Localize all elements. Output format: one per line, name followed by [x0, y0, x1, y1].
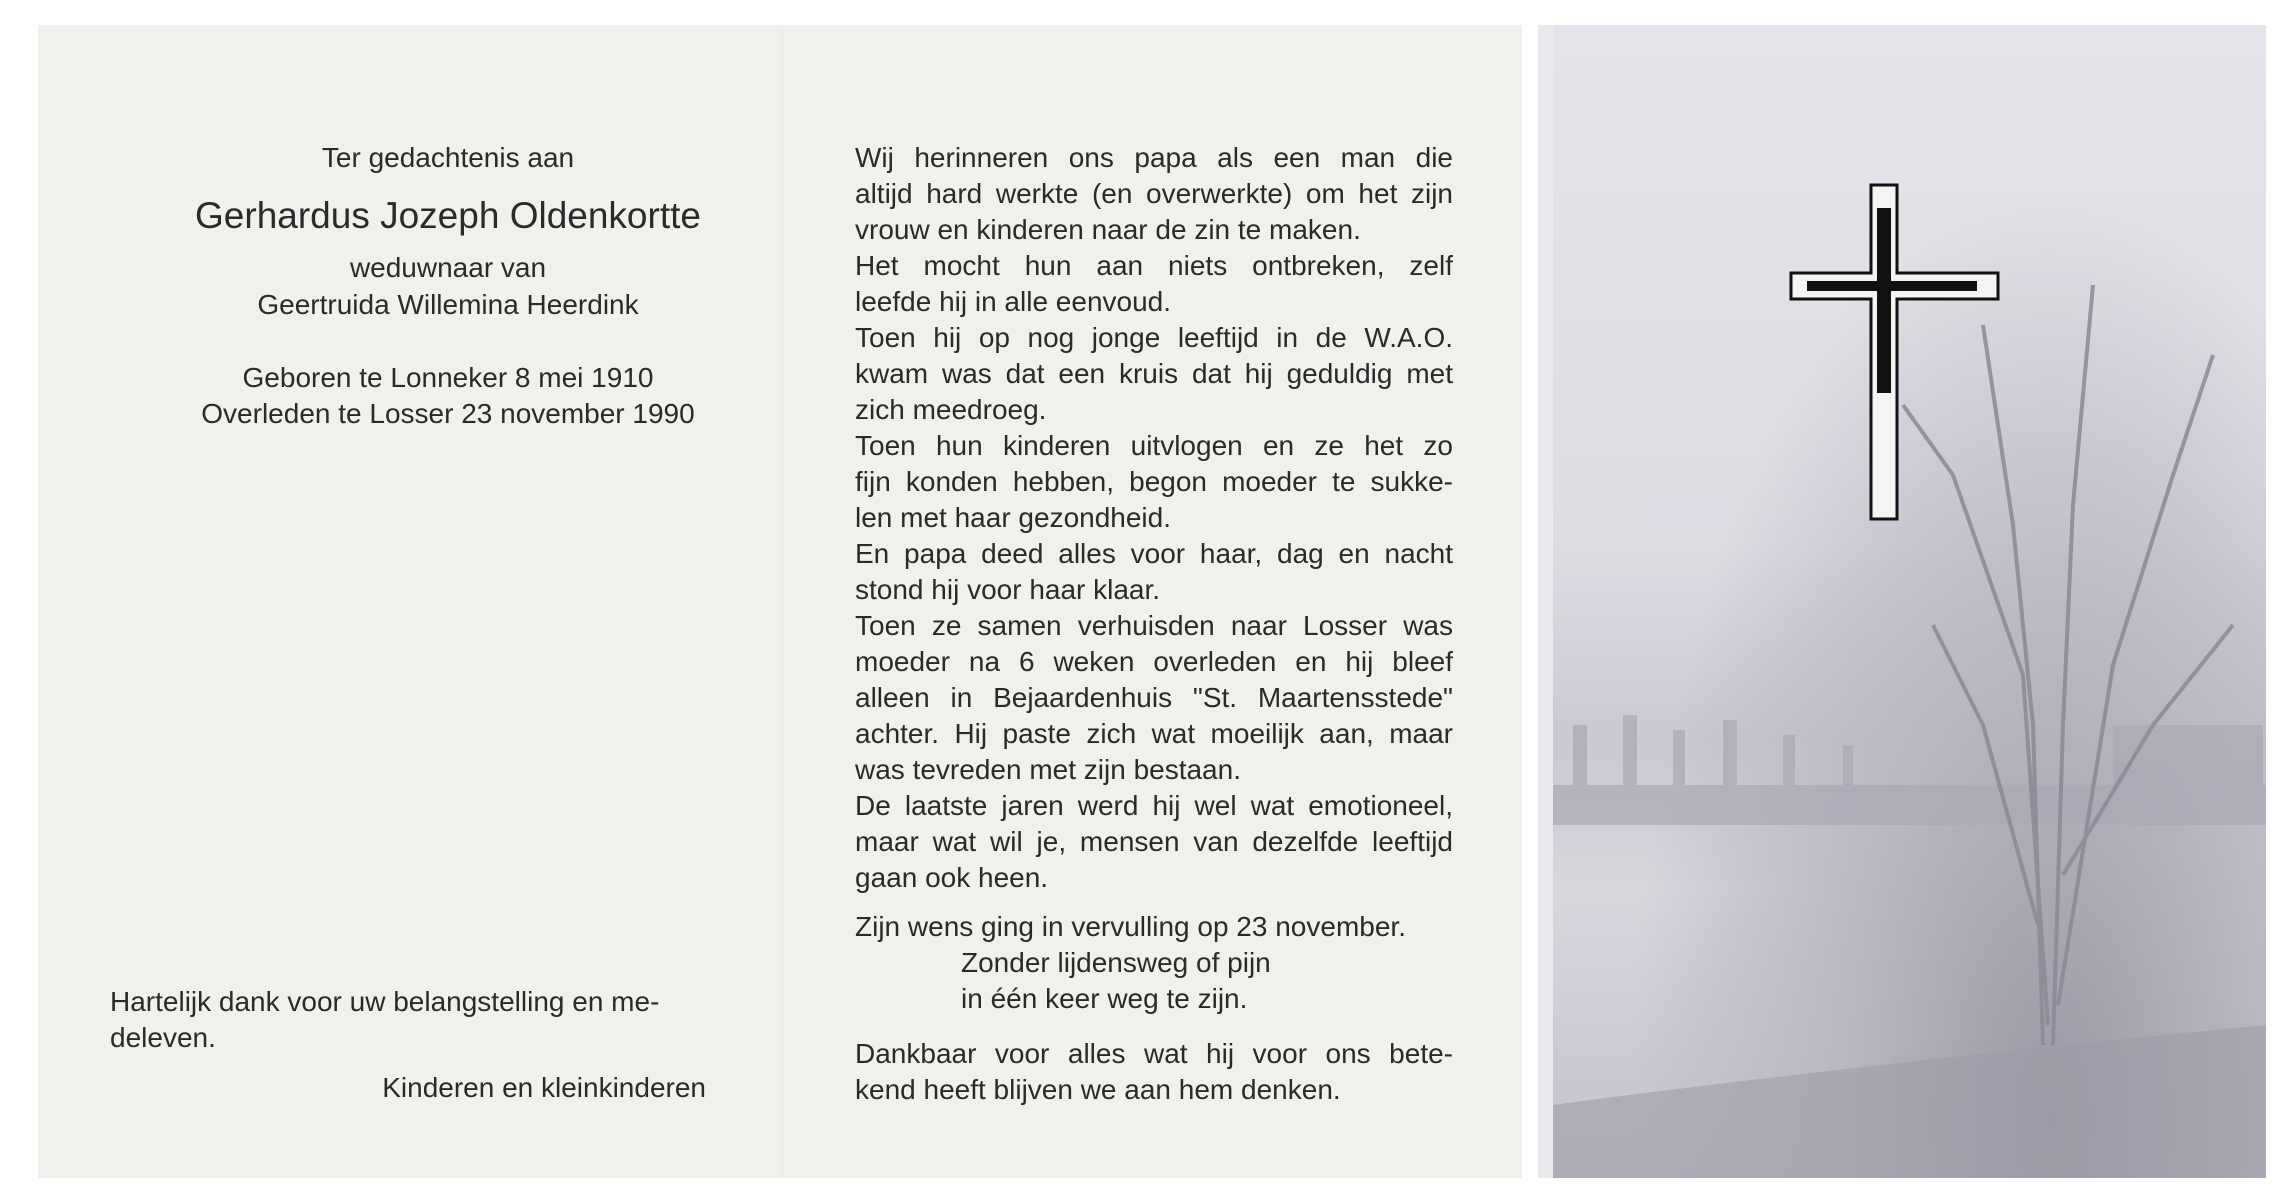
text-line: Wij herinneren ons papa als een man die	[855, 142, 1453, 173]
text-line: Het mocht hun aan niets ontbreken, zelf	[855, 250, 1453, 281]
memorial-card-front	[1538, 25, 2266, 1178]
thanks-line-1: Hartelijk dank voor uw belangstelling en me-	[110, 986, 660, 1017]
closing-line: kend heeft blijven we aan hem denken.	[855, 1074, 1341, 1105]
text-line: leefde hij in alle eenvoud.	[855, 286, 1172, 317]
text-line: moeder na 6 weken overleden en hij bleef	[855, 646, 1453, 677]
text-line: De laatste jaren werd hij wel wat emotioneel,	[855, 790, 1453, 821]
text-line: En papa deed alles voor haar, dag en nacht	[855, 538, 1453, 569]
closing-line: Dankbaar voor alles wat hij voor ons bete-	[855, 1038, 1453, 1069]
text-line: alleen in Bejaardenhuis "St. Maartensstede"	[855, 682, 1453, 713]
text-line: stond hij voor haar klaar.	[855, 574, 1161, 605]
text-line: Toen hij op nog jonge leeftijd in de W.A.O.	[855, 322, 1453, 353]
text-line: len met haar gezondheid.	[855, 502, 1171, 533]
text-line: vrouw en kinderen naar de zin te maken.	[855, 214, 1361, 245]
text-line: altijd hard werkte (en overwerkte) om het zijn	[855, 178, 1453, 209]
cross-icon	[1789, 183, 2000, 521]
text-line: achter. Hij paste zich wat moeilijk aan, maar	[855, 718, 1453, 749]
wish-line: Zijn wens ging in vervulling op 23 november.	[855, 911, 1406, 942]
text-line: fijn konden hebben, begon moeder te sukke-	[855, 466, 1453, 497]
birth-info: Geboren te Lonneker 8 mei 1910	[242, 362, 654, 393]
death-info: Overleden te Losser 23 november 1990	[201, 398, 695, 429]
verse-line: in één keer weg te zijn.	[961, 983, 1248, 1014]
text-line: Toen hun kinderen uitvlogen en ze het zo	[855, 430, 1453, 461]
relation-text: weduwnaar van	[349, 252, 547, 283]
text-line: gaan ook heen.	[855, 862, 1049, 893]
memorial-text	[855, 140, 1453, 1108]
signature: Kinderen en kleinkinderen	[382, 1072, 706, 1103]
text-line: zich meedroeg.	[855, 394, 1047, 425]
text-line: was tevreden met zijn bestaan.	[855, 754, 1241, 785]
verse-line: Zonder lijdensweg of pijn	[961, 947, 1271, 978]
winter-landscape-photo	[1553, 25, 2266, 1178]
text-line: maar wat wil je, mensen van dezelfde leeftijd	[855, 826, 1453, 857]
thanks-line-2: deleven.	[110, 1022, 216, 1053]
intro-text: Ter gedachtenis aan	[321, 142, 575, 173]
spouse-name: Geertruida Willemina Heerdink	[257, 289, 639, 320]
deceased-name: Gerhardus Jozeph Oldenkortte	[195, 195, 701, 236]
text-line: kwam was dat een kruis dat hij geduldig met	[855, 358, 1453, 389]
text-line: Toen ze samen verhuisden naar Losser was	[855, 610, 1453, 641]
memorial-card-inside	[38, 25, 1522, 1178]
